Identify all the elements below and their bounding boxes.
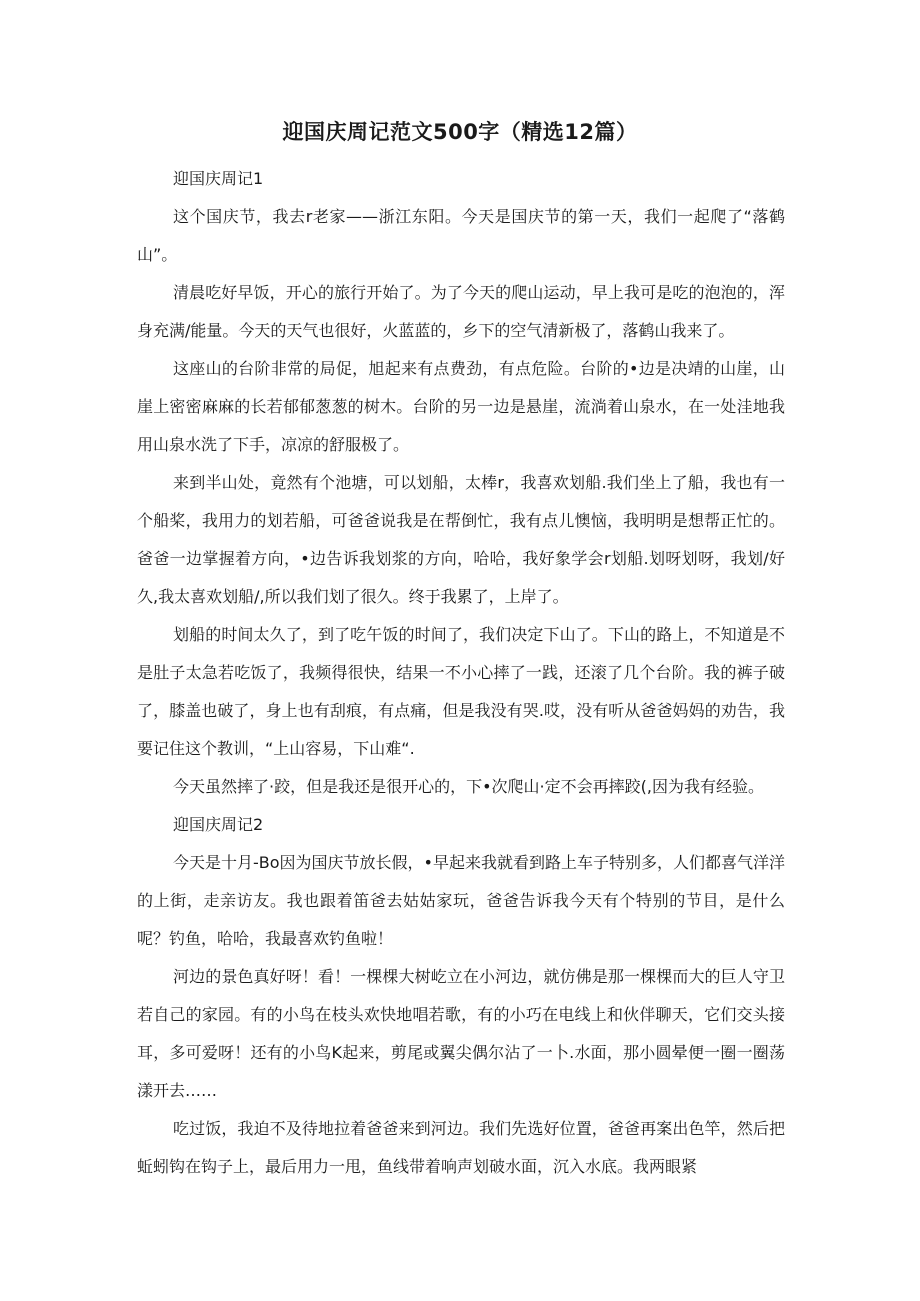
paragraph: 今天是十月-Bo因为国庆节放长假，•早起来我就看到路上车子特别多，人们都喜气洋洋的上街，走亲访友。我也跟着笛爸去姑姑家玩，爸爸告诉我今天有个特别的节目，是什么呢？钓鱼，哈哈，我最喜欢钓鱼啦！ (137, 853, 785, 948)
paragraph: 划船的时间太久了，到了吃午饭的时间了，我们决定下山了。下山的路上，不知道是不是肚子太急若吃饭了，我频得很快，结果一不小心摔了一践，还滚了几个台阶。我的裤子破了，膝盖也破了，身上也有刮痕，有点痛，但是我没有哭.哎，没有听从爸爸妈妈的劝告，我要记住这个教训，“上山容易，下山难“. (137, 625, 785, 758)
paragraph: 河边的景色真好呀！看！一棵棵大树屹立在小河边，就仿佛是那一棵棵而大的巨人守卫若自己的家园。有的小鸟在枝头欢快地唱若歌，有的小巧在电线上和伙伴聊天，它们交头接耳，多可爱呀！还有的小鸟K起来，剪尾或翼尖偶尔沾了一卜.水面，那小圆晕便一圈一圈荡漾开去…… (137, 967, 785, 1100)
section-heading: 迎国庆周记2 (173, 815, 264, 834)
paragraph: 这座山的台阶非常的局促，旭起来有点费劲，有点危险。台阶的•边是决靖的山崖，山崖上密密麻麻的长若郁郁葱葱的树木。台阶的另一边是悬崖，流淌着山泉水，在一处洼地我用山泉水洗了下手，凉凉的舒服极了。 (137, 359, 785, 454)
document-title: 迎国庆周记范文500字（精选12篇） (282, 120, 638, 144)
section-heading: 迎国庆周记1 (173, 169, 264, 188)
paragraph: 这个国庆节，我去r老家——浙江东阳。今天是国庆节的第一天，我们一起爬了“落鹤山”。 (137, 207, 785, 264)
document-body (137, 160, 785, 1186)
paragraph: 吃过饭，我迫不及待地拉着爸爸来到河边。我们先选好位置，爸爸再案出色竿，然后把蚯蚓钩在钩子上，最后用力一甩，鱼线带着响声划破水面，沉入水底。我两眼紧 (137, 1119, 785, 1176)
paragraph: 来到半山处，竟然有个池塘，可以划船，太棒r，我喜欢划船.我们坐上了船，我也有一个船桨，我用力的划若船，可爸爸说我是在帮倒忙，我有点儿懊恼，我明明是想帮正忙的。爸爸一边掌握着方向，•边告诉我划浆的方向，哈哈，我好象学会r划船.划呀划呀，我划/好久,我太喜欢划船/,所以我们划了很久。终于我累了，上岸了。 (137, 473, 785, 606)
paragraph: 今天虽然摔了·跤，但是我还是很开心的，下•次爬山·定不会再摔跤(,因为我有经验。 (173, 777, 764, 796)
paragraph: 清晨吃好早饭，开心的旅行开始了。为了今天的爬山运动，早上我可是吃的泡泡的，浑身充满/能量。今天的天气也很好，火蓝蓝的，乡下的空气清新极了，落鹤山我来了。 (137, 283, 785, 340)
